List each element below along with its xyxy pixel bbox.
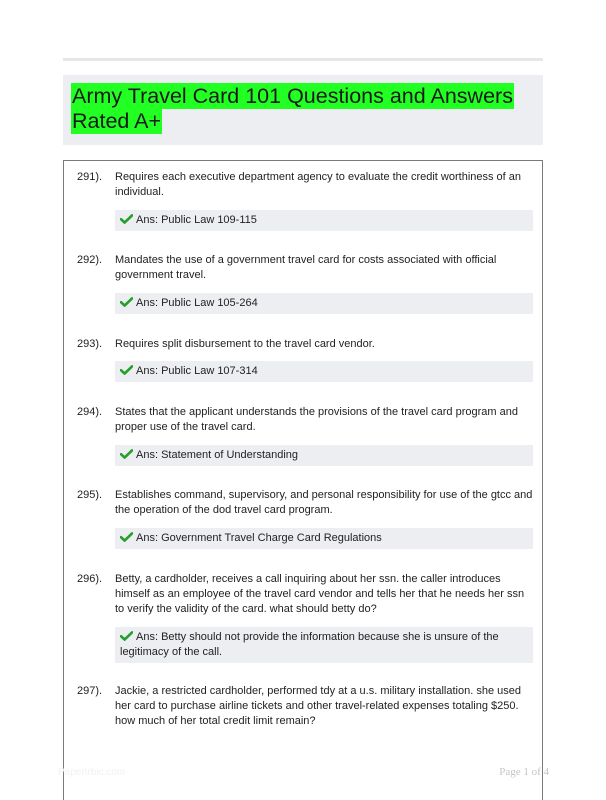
footer-watermark: Papertrbic.com [58,767,126,778]
answer-box [115,210,533,231]
checkmark-icon [120,214,133,224]
question-number: 291). [77,171,103,183]
answer-box [115,627,533,663]
answer-box [115,528,533,549]
question-number: 292). [77,254,103,266]
answer-text: Ans: Public Law 107-314 [136,365,258,377]
checkmark-icon [120,365,133,375]
question-number: 297). [77,685,103,697]
question-number: 296). [77,573,103,585]
question-text: Establishes command, supervisory, and personal responsibility for use of the gtcc and the operation of the dod travel card program. [115,489,533,517]
question-number: 293). [77,338,103,350]
question-number: 295). [77,489,103,501]
answer-text: Ans: Betty should not provide the information because she is unsure of the legitimacy of the call. [120,631,499,658]
answer-box [115,293,533,314]
answer-text: Ans: Government Travel Charge Card Regulations [136,532,382,544]
question-text: Jackie, a restricted cardholder, performed tdy at a u.s. military installation. she used her card to purchase airline tickets and other travel-related expenses totaling $250. how much of her total credit limit remain? [115,685,521,728]
checkmark-icon [120,449,133,459]
title-panel [63,75,543,145]
page-number: Page 1 of 4 [499,766,549,778]
question-number: 294). [77,406,103,418]
qa-list [63,160,543,800]
question-text: Mandates the use of a government travel card for costs associated with official government travel. [115,254,497,282]
question-text: Betty, a cardholder, receives a call inquiring about her ssn. the caller introduces himself as an employee of the travel card vendor and tells her that he needs her ssn to verify the validity of the card. what should betty do? [115,573,525,616]
answer-text: Ans: Public Law 105-264 [136,297,258,309]
answer-box [115,445,533,466]
answer-text: Ans: Statement of Understanding [136,449,299,461]
answer-text: Ans: Public Law 109-115 [136,214,257,226]
question-text: Requires split disbursement to the travel card vendor. [115,338,375,350]
checkmark-icon [120,631,133,641]
question-text: States that the applicant understands the provisions of the travel card program and proper use of the travel card. [115,406,518,434]
page-title-text: Army Travel Card 101 Questions and Answers Rated A+ [72,84,513,133]
answer-box [115,361,533,382]
page-title [71,84,533,134]
checkmark-icon [120,532,133,542]
checkmark-icon [120,297,133,307]
top-divider [63,58,543,61]
question-text: Requires each executive department agency to evaluate the credit worthiness of an individual. [115,171,522,199]
